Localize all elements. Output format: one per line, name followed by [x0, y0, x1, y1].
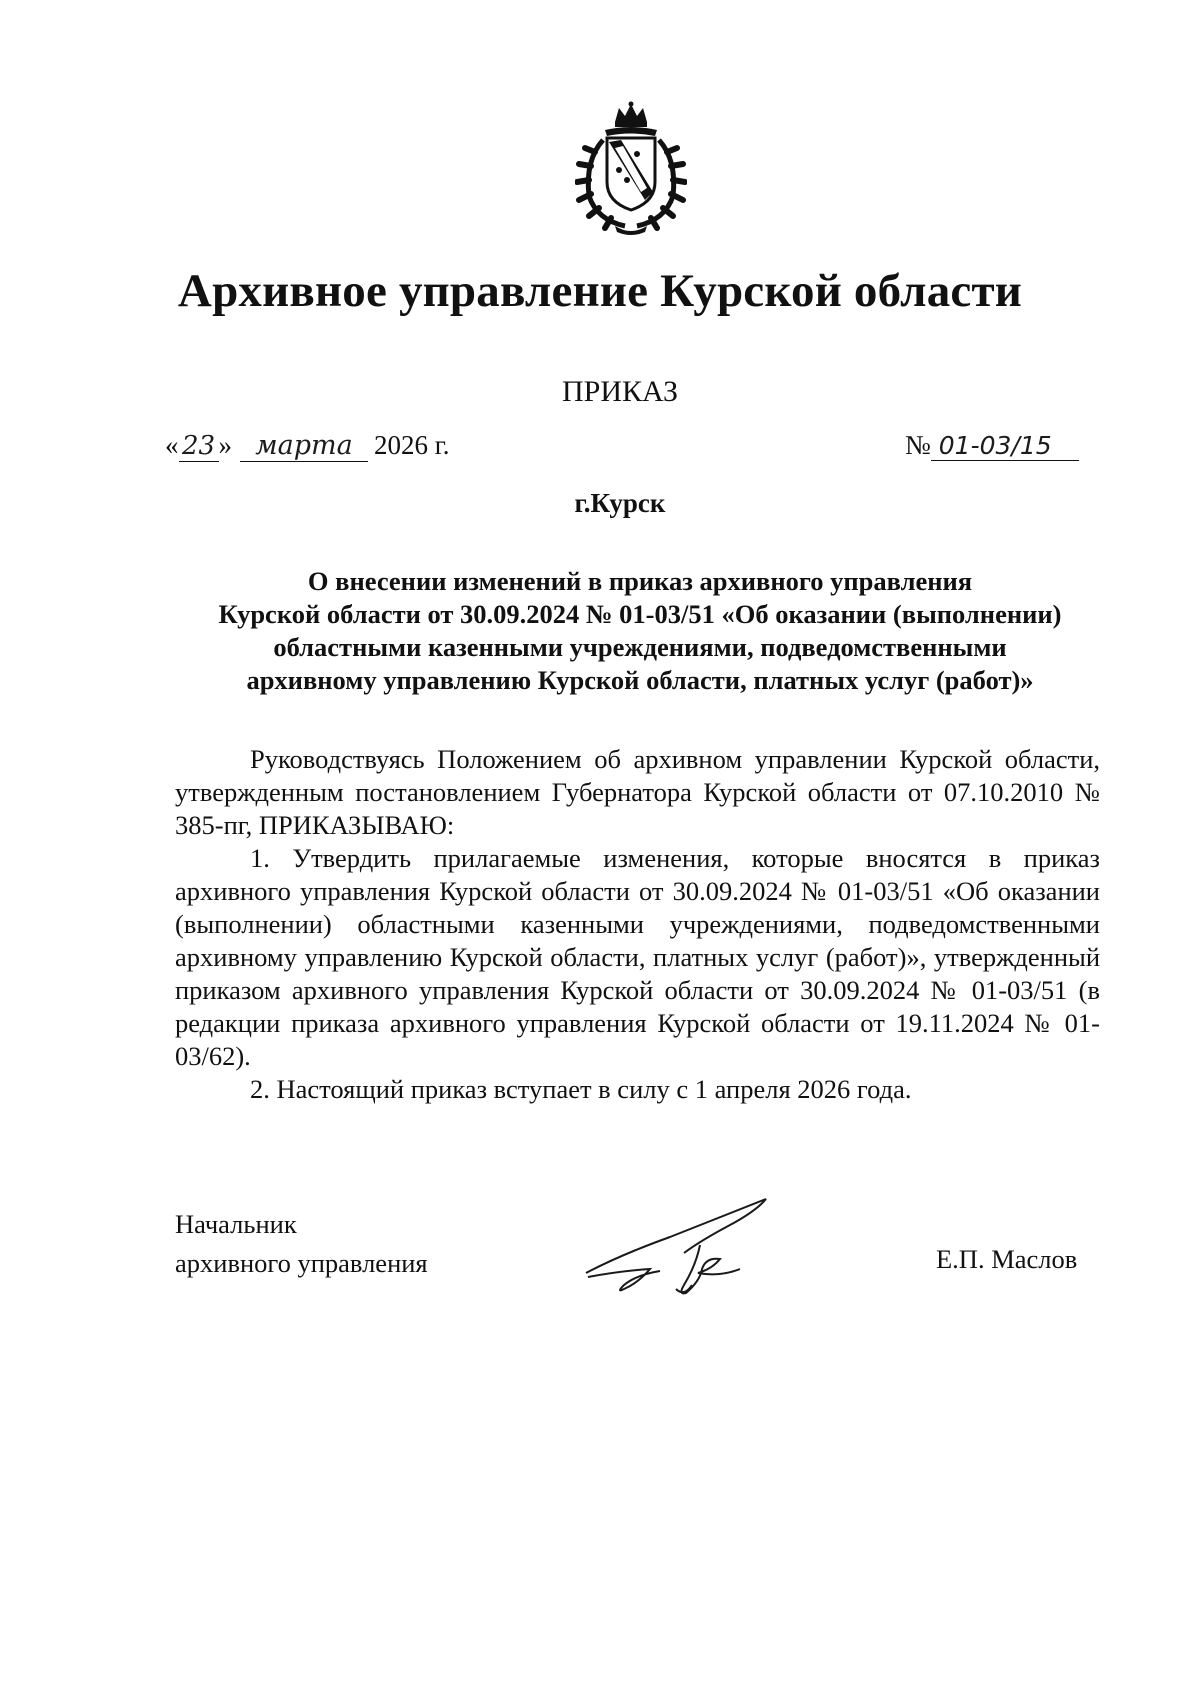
- date-day: 23: [179, 431, 219, 462]
- order-number: [905, 430, 1079, 461]
- signatory-position: [175, 1205, 428, 1283]
- order-date: [165, 430, 450, 462]
- position-line: Начальник: [175, 1209, 297, 1239]
- document-type: ПРИКАЗ: [562, 375, 678, 408]
- handwritten-signature: [580, 1185, 800, 1305]
- date-close-quote: »: [218, 430, 232, 460]
- number-label: №: [905, 430, 931, 460]
- order-body: [175, 743, 1100, 1106]
- order-subject: [180, 565, 1100, 697]
- subject-line: Курской области от 30.09.2024 № 01-03/51 «Об оказании (выполнении): [218, 599, 1062, 629]
- body-paragraph: 2. Настоящий приказ вступает в силу с 1 апреля 2026 года.: [250, 1074, 912, 1104]
- subject-line: областными казенными учреждениями, подведомственными: [273, 632, 1007, 662]
- body-paragraph: Руководствуясь Положением об архивном управлении Курской области, утвержденным постановлением Губернатора Курской области от 07.10.2010 № 385-пг, ПРИКАЗЫВАЮ:: [175, 744, 1100, 840]
- number-value: 01-03/15: [931, 431, 1079, 461]
- date-open-quote: «: [165, 430, 179, 460]
- subject-line: архивному управлению Курской области, платных услуг (работ)»: [246, 665, 1034, 695]
- position-line: архивного управления: [175, 1248, 428, 1278]
- date-year: 2026 г.: [374, 430, 450, 460]
- city: г.Курск: [574, 488, 666, 518]
- date-month: марта: [240, 430, 368, 462]
- subject-line: О внесении изменений в приказ архивного управления: [307, 566, 973, 596]
- organization-title: Архивное управление Курской области: [177, 265, 1023, 317]
- coat-of-arms-icon: [575, 100, 687, 238]
- signatory-name: Е.П. Маслов: [936, 1244, 1078, 1274]
- body-paragraph: 1. Утвердить прилагаемые изменения, которые вносятся в приказ архивного управления Курской области от 30.09.2024 № 01-03/51 «Об оказании (выполнении) областными казенными учреждениями, подведомственными архивному управлению Курской области, платных услуг (работ)», утвержденный приказом архивного управления Курской области от 30.09.2024 № 01-03/51 (в редакции приказа архивного управления Курской области от 19.11.2024 № 01-03/62).: [175, 843, 1100, 1071]
